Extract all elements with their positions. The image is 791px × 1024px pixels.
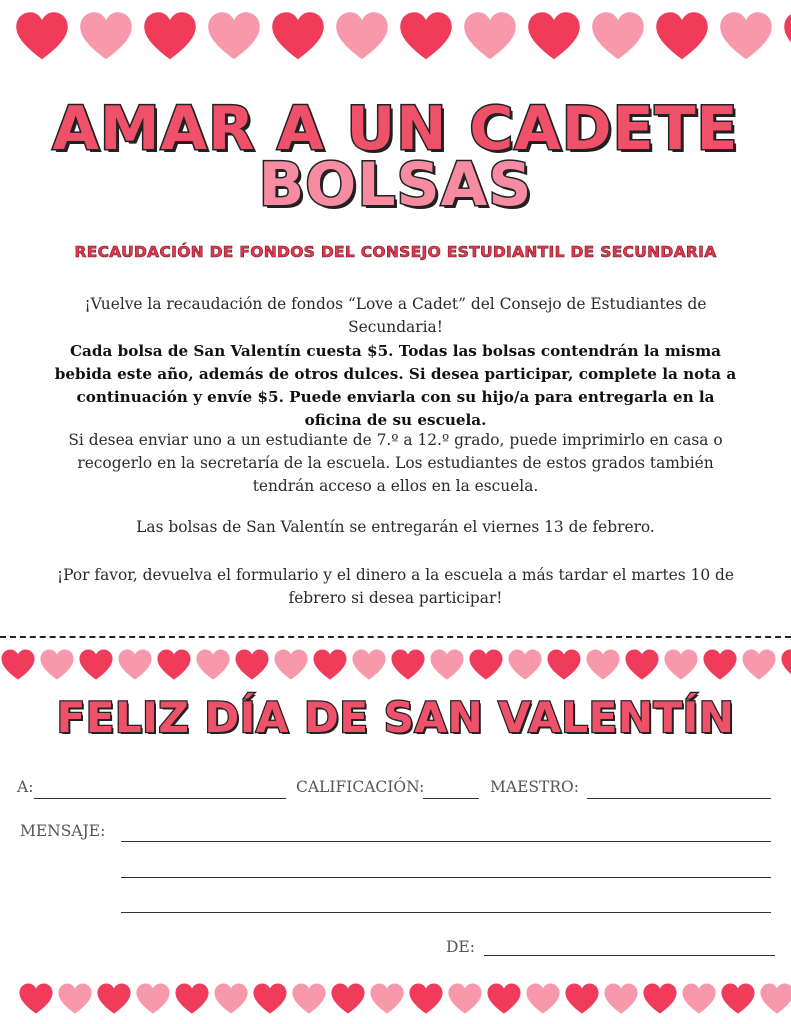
heart-icon — [760, 983, 791, 1013]
heart-icon — [208, 12, 260, 59]
heart-icon — [464, 12, 516, 59]
subtitle: RECAUDACIÓN DE FONDOS DEL CONSEJO ESTUDIANTIL DE SECUNDARIA — [74, 243, 717, 261]
heart-icon — [565, 983, 598, 1013]
from-label: DE: — [446, 938, 475, 956]
heart-icon — [682, 983, 715, 1013]
message-line-1[interactable] — [121, 841, 771, 842]
heart-icon — [80, 12, 132, 59]
heart-icon — [400, 12, 452, 59]
teacher-field[interactable] — [587, 798, 771, 799]
heart-icon — [16, 12, 68, 59]
heart-icon — [448, 983, 481, 1013]
heart-border-top — [0, 10, 791, 70]
page-title: AMAR A UN CADETE — [52, 94, 739, 164]
heart-icon — [331, 983, 364, 1013]
heart-icon — [214, 983, 247, 1013]
teacher-label: MAESTRO: — [490, 778, 579, 796]
heart-icon — [157, 649, 190, 679]
heart-icon — [528, 12, 580, 59]
heart-icon — [136, 983, 169, 1013]
heart-icon — [526, 983, 559, 1013]
heart-icon — [235, 649, 268, 679]
heart-icon — [274, 649, 307, 679]
grade-field[interactable] — [423, 798, 479, 799]
heart-icon — [292, 983, 325, 1013]
price-paragraph: Cada bolsa de San Valentín cuesta $5. Todas las bolsas contendrán la misma bebida este año, además de otros dulces. Si desea participar, complete la nota a continuación y envíe $5. Puede enviarla con su hijo/a para entregarla en la oficina de su escuela. — [54, 342, 737, 429]
from-field[interactable] — [484, 955, 775, 956]
heart-icon — [391, 649, 424, 679]
heart-icon — [592, 12, 644, 59]
heart-icon — [58, 983, 91, 1013]
heart-icon — [370, 983, 403, 1013]
heart-icon — [409, 983, 442, 1013]
cut-line — [0, 636, 791, 638]
heart-icon — [40, 649, 73, 679]
heart-border-middle — [0, 648, 791, 688]
heart-icon — [604, 983, 637, 1013]
to-label: A: — [17, 778, 34, 796]
heart-icon — [781, 649, 791, 679]
heart-icon — [487, 983, 520, 1013]
heart-row-svg — [0, 648, 791, 688]
heart-icon — [313, 649, 346, 679]
heart-icon — [643, 983, 676, 1013]
heart-icon — [784, 12, 791, 59]
students-paragraph: Si desea enviar uno a un estudiante de 7.º a 12.º grado, puede imprimirlo en casa o recogerlo en la secretaría de la escuela. Los estudiantes de estos grados también tendrán acceso a ellos en la escuela. — [68, 431, 723, 495]
heart-icon — [1, 649, 34, 679]
heart-icon — [547, 649, 580, 679]
heart-icon — [196, 649, 229, 679]
heart-icon — [721, 983, 754, 1013]
heart-icon — [19, 983, 52, 1013]
heart-icon — [703, 649, 736, 679]
heart-icon — [352, 649, 385, 679]
message-label: MENSAJE: — [20, 822, 106, 840]
message-line-3[interactable] — [121, 912, 771, 913]
deadline-paragraph: ¡Por favor, devuelva el formulario y el dinero a la escuela a más tardar el martes 10 de febrero si desea participar! — [56, 566, 735, 607]
heart-icon — [79, 649, 112, 679]
heart-icon — [118, 649, 151, 679]
heart-row-svg — [0, 982, 791, 1022]
heart-icon — [144, 12, 196, 59]
form-title: FELIZ DÍA DE SAN VALENTÍN — [56, 693, 735, 742]
heart-icon — [97, 983, 130, 1013]
message-line-2[interactable] — [121, 877, 771, 878]
heart-icon — [272, 12, 324, 59]
page-title-line2: BOLSAS — [258, 150, 533, 220]
heart-row-svg — [0, 10, 791, 70]
heart-icon — [625, 649, 658, 679]
heart-icon — [742, 649, 775, 679]
grade-label: CALIFICACIÓN: — [296, 778, 425, 796]
heart-icon — [469, 649, 502, 679]
heart-icon — [253, 983, 286, 1013]
heart-icon — [586, 649, 619, 679]
heart-icon — [720, 12, 772, 59]
to-field[interactable] — [34, 798, 286, 799]
intro-paragraph: ¡Vuelve la recaudación de fondos “Love a Cadet” del Consejo de Estudiantes de Secundaria! — [84, 295, 707, 336]
heart-border-bottom — [0, 982, 791, 1022]
heart-icon — [508, 649, 541, 679]
delivery-paragraph: Las bolsas de San Valentín se entregarán el viernes 13 de febrero. — [136, 518, 655, 536]
heart-icon — [430, 649, 463, 679]
heart-icon — [664, 649, 697, 679]
heart-icon — [656, 12, 708, 59]
heart-icon — [336, 12, 388, 59]
heart-icon — [175, 983, 208, 1013]
